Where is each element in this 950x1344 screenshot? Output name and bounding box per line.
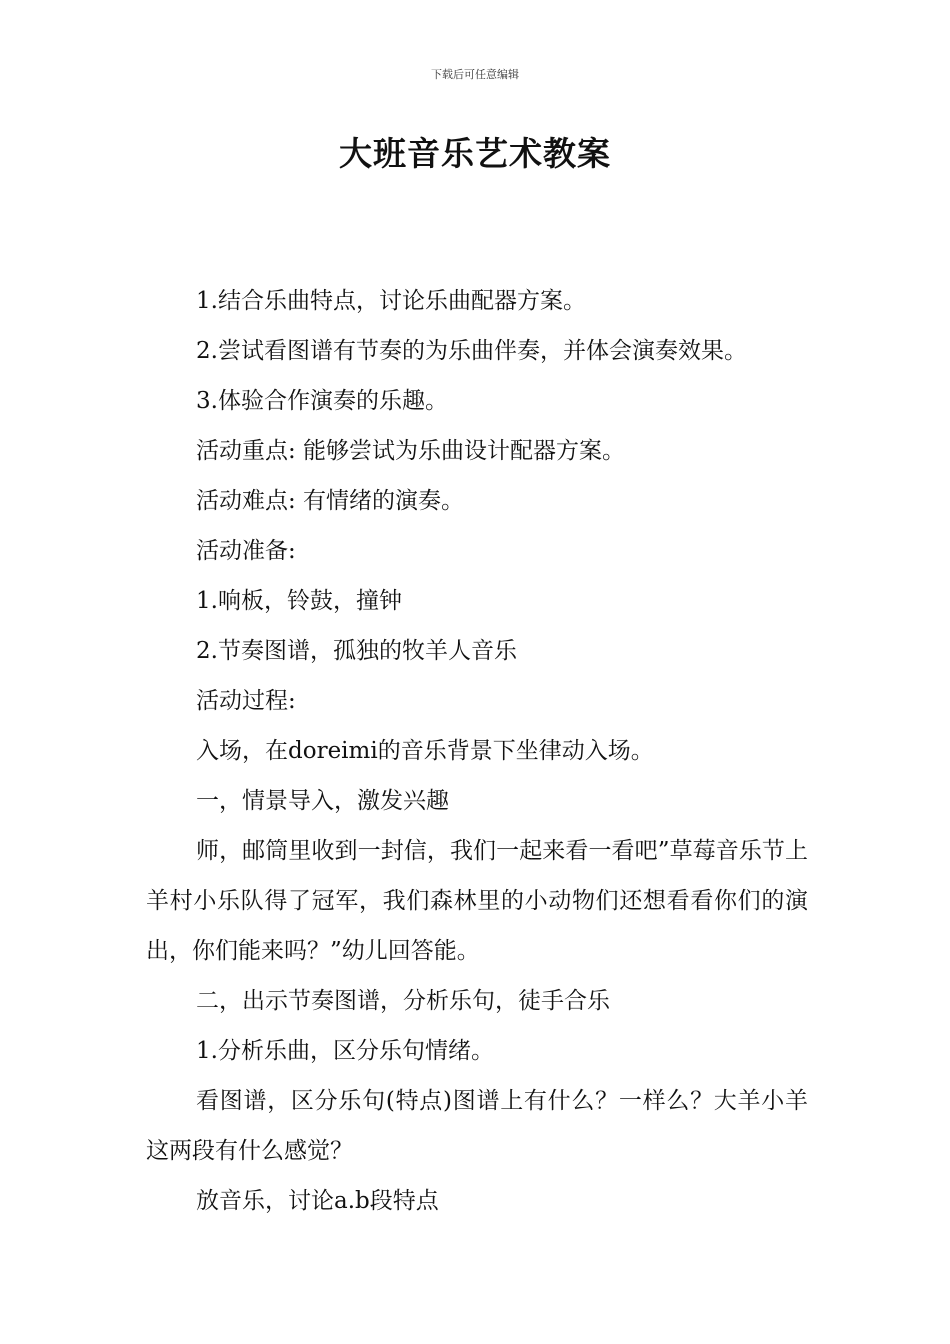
paragraph: 看图谱，区分乐句(特点)图谱上有什么？一样么？大羊小羊这两段有什么感觉？	[146, 1088, 808, 1164]
paragraph: 入场，在doreimi的音乐背景下坐律动入场。	[196, 738, 654, 764]
paragraph: 放音乐，讨论a.b段特点	[196, 1188, 439, 1214]
paragraph: 师，邮筒里收到一封信，我们一起来看一看吧”草莓音乐节上羊村小乐队得了冠军，我们森林里的小动物们还想看看你们的演出，你们能来吗？”幼儿回答能。	[146, 838, 808, 964]
paragraph: 1.响板，铃鼓，撞钟	[196, 588, 402, 614]
paragraph: 活动过程:	[196, 688, 296, 714]
paragraph: 活动准备:	[196, 538, 296, 564]
document-body	[146, 276, 808, 1226]
paragraph: 1.分析乐曲，区分乐句情绪。	[196, 1038, 494, 1064]
paragraph: 一，情景导入，激发兴趣	[196, 788, 449, 814]
paragraph: 活动难点: 有情绪的演奏。	[196, 488, 465, 514]
paragraph: 1.结合乐曲特点，讨论乐曲配器方案。	[196, 288, 586, 314]
paragraph: 二，出示节奏图谱，分析乐句，徒手合乐	[196, 988, 610, 1014]
header-note: 下载后可任意编辑	[431, 68, 519, 81]
document-title: 大班音乐艺术教案	[339, 134, 611, 173]
paragraph: 3.体验合作演奏的乐趣。	[196, 388, 448, 414]
paragraph: 活动重点: 能够尝试为乐曲设计配器方案。	[196, 438, 626, 464]
paragraph: 2.节奏图谱，孤独的牧羊人音乐	[196, 638, 517, 664]
paragraph: 2.尝试看图谱有节奏的为乐曲伴奏，并体会演奏效果。	[196, 338, 747, 364]
